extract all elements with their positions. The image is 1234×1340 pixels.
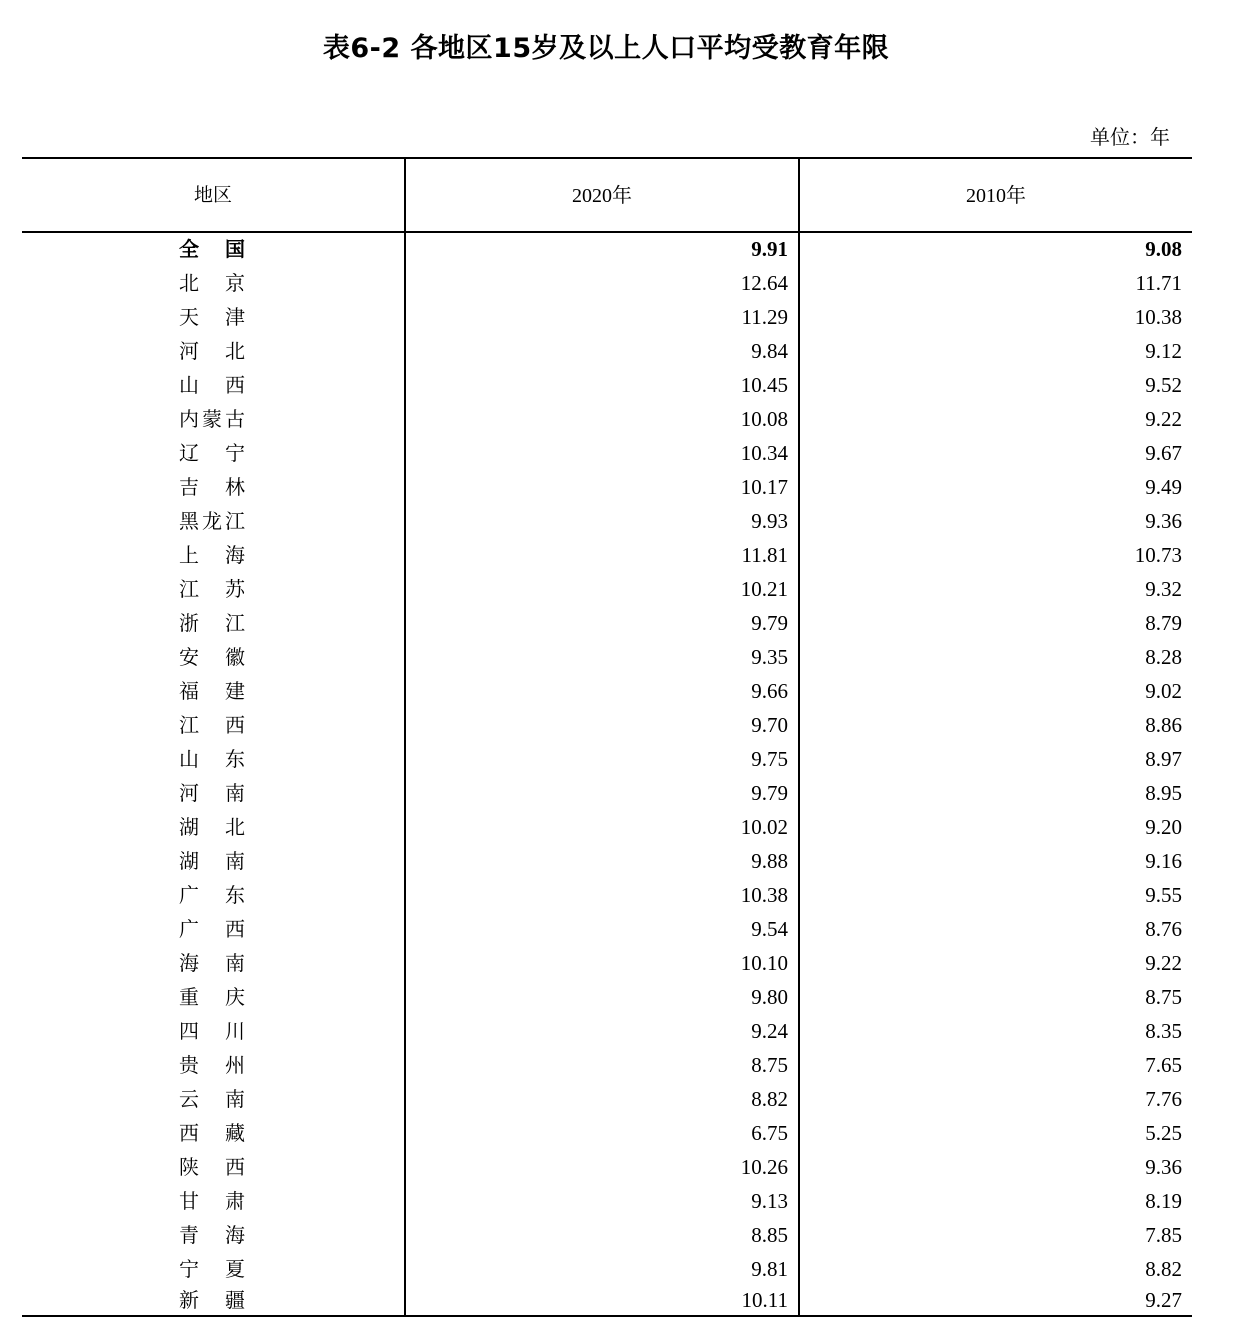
value-2010-cell: 8.95 [799,772,1192,806]
table-row [22,738,1192,772]
table-row [22,840,1192,874]
region-name: 新疆 [179,1288,245,1312]
value-2020-cell: 9.70 [405,704,799,738]
region-name: 上海 [179,543,245,567]
value-2020-cell: 11.29 [405,296,799,330]
value-2010-cell: 9.27 [799,1282,1192,1316]
region-cell [22,840,405,874]
region-name: 贵州 [179,1053,245,1077]
education-years-table [22,157,1192,1317]
region-name: 内蒙古 [179,407,245,431]
value-2020-cell: 9.84 [405,330,799,364]
region-cell [22,568,405,602]
column-header-2010: 2010年 [799,158,1192,232]
table-row [22,1248,1192,1282]
region-cell [22,398,405,432]
table-row [22,636,1192,670]
region-name: 浙江 [179,611,245,635]
value-2020-cell: 12.64 [405,262,799,296]
value-2020-cell: 10.02 [405,806,799,840]
value-2020-cell: 10.26 [405,1146,799,1180]
table-row [22,1282,1192,1316]
value-2020-cell: 9.13 [405,1180,799,1214]
value-2010-cell: 8.82 [799,1248,1192,1282]
region-cell [22,232,405,262]
value-2010-cell: 9.22 [799,398,1192,432]
region-name: 江西 [179,713,245,737]
table-row [22,670,1192,704]
value-2010-cell: 8.35 [799,1010,1192,1044]
value-2020-cell: 10.08 [405,398,799,432]
value-2020-cell: 10.38 [405,874,799,908]
value-2020-cell: 10.17 [405,466,799,500]
value-2010-cell: 9.36 [799,500,1192,534]
region-cell [22,1146,405,1180]
table-row [22,330,1192,364]
table-row [22,976,1192,1010]
region-name: 河北 [179,339,245,363]
region-cell [22,670,405,704]
value-2010-cell: 9.36 [799,1146,1192,1180]
value-2020-cell: 9.24 [405,1010,799,1044]
value-2020-cell: 9.54 [405,908,799,942]
value-2010-cell: 9.16 [799,840,1192,874]
table-row [22,432,1192,466]
region-cell [22,1248,405,1282]
region-name: 青海 [179,1223,245,1247]
value-2020-cell: 10.45 [405,364,799,398]
table-row [22,1146,1192,1180]
table-row [22,806,1192,840]
value-2010-cell: 7.76 [799,1078,1192,1112]
value-2020-cell: 10.21 [405,568,799,602]
region-cell [22,296,405,330]
value-2010-cell: 9.22 [799,942,1192,976]
value-2010-cell: 8.28 [799,636,1192,670]
value-2010-cell: 9.52 [799,364,1192,398]
region-name: 全国 [179,237,245,261]
table-row [22,568,1192,602]
region-cell [22,1214,405,1248]
region-cell [22,364,405,398]
value-2010-cell: 8.76 [799,908,1192,942]
table-row [22,296,1192,330]
value-2010-cell: 9.12 [799,330,1192,364]
value-2010-cell: 9.20 [799,806,1192,840]
region-cell [22,1180,405,1214]
region-name: 陕西 [179,1155,245,1179]
value-2010-cell: 7.85 [799,1214,1192,1248]
value-2020-cell: 11.81 [405,534,799,568]
value-2020-cell: 8.75 [405,1044,799,1078]
region-cell [22,432,405,466]
region-name: 宁夏 [179,1257,245,1281]
region-cell [22,704,405,738]
table-row [22,772,1192,806]
value-2010-cell: 9.49 [799,466,1192,500]
column-header-region: 地区 [22,158,405,232]
region-name: 重庆 [179,985,245,1009]
table-row [22,1112,1192,1146]
value-2020-cell: 9.81 [405,1248,799,1282]
region-cell [22,772,405,806]
value-2010-cell: 7.65 [799,1044,1192,1078]
region-name: 山东 [179,747,245,771]
value-2010-cell: 9.08 [799,232,1192,262]
region-cell [22,534,405,568]
region-name: 湖北 [179,815,245,839]
table-row [22,1180,1192,1214]
table-row [22,602,1192,636]
table-row [22,398,1192,432]
value-2010-cell: 11.71 [799,262,1192,296]
table-header-row [22,158,1192,232]
value-2020-cell: 10.10 [405,942,799,976]
region-cell [22,636,405,670]
region-cell [22,602,405,636]
value-2020-cell: 9.35 [405,636,799,670]
region-name: 天津 [179,305,245,329]
region-cell [22,262,405,296]
region-name: 广东 [179,883,245,907]
table-row [22,704,1192,738]
region-name: 广西 [179,917,245,941]
region-cell [22,738,405,772]
region-cell [22,908,405,942]
table-row [22,534,1192,568]
value-2010-cell: 8.86 [799,704,1192,738]
value-2020-cell: 9.93 [405,500,799,534]
table-row [22,942,1192,976]
table-row-total [22,232,1192,262]
region-name: 云南 [179,1087,245,1111]
region-name: 辽宁 [179,441,245,465]
table-row [22,908,1192,942]
table-row [22,1214,1192,1248]
region-name: 甘肃 [179,1189,245,1213]
page-title: 表6-2 各地区15岁及以上人口平均受教育年限 [322,33,890,64]
value-2020-cell: 9.80 [405,976,799,1010]
table-row [22,1010,1192,1044]
value-2010-cell: 10.73 [799,534,1192,568]
value-2010-cell: 5.25 [799,1112,1192,1146]
value-2020-cell: 10.11 [405,1282,799,1316]
value-2010-cell: 9.55 [799,874,1192,908]
column-header-2020: 2020年 [405,158,799,232]
table-row [22,1044,1192,1078]
value-2020-cell: 10.34 [405,432,799,466]
value-2020-cell: 8.82 [405,1078,799,1112]
table-row [22,500,1192,534]
region-cell [22,500,405,534]
region-name: 四川 [179,1019,245,1043]
region-cell [22,1112,405,1146]
region-cell [22,1044,405,1078]
value-2010-cell: 8.79 [799,602,1192,636]
region-name: 北京 [179,271,245,295]
value-2010-cell: 10.38 [799,296,1192,330]
region-name: 黑龙江 [179,509,245,533]
region-cell [22,330,405,364]
region-cell [22,942,405,976]
region-cell [22,1078,405,1112]
region-cell [22,1282,405,1316]
region-cell [22,874,405,908]
region-name: 山西 [179,373,245,397]
value-2010-cell: 8.19 [799,1180,1192,1214]
region-cell [22,806,405,840]
region-name: 河南 [179,781,245,805]
table-row [22,1078,1192,1112]
region-cell [22,976,405,1010]
value-2020-cell: 9.91 [405,232,799,262]
value-2010-cell: 9.67 [799,432,1192,466]
table-row [22,466,1192,500]
value-2010-cell: 9.32 [799,568,1192,602]
region-name: 湖南 [179,849,245,873]
table-body [22,232,1192,1316]
region-cell [22,1010,405,1044]
value-2020-cell: 9.79 [405,772,799,806]
region-name: 江苏 [179,577,245,601]
region-name: 安徽 [179,645,245,669]
value-2010-cell: 9.02 [799,670,1192,704]
region-name: 海南 [179,951,245,975]
value-2020-cell: 9.79 [405,602,799,636]
value-2010-cell: 8.97 [799,738,1192,772]
value-2020-cell: 9.88 [405,840,799,874]
region-name: 西藏 [179,1121,245,1145]
value-2020-cell: 6.75 [405,1112,799,1146]
value-2010-cell: 8.75 [799,976,1192,1010]
table-row [22,262,1192,296]
value-2020-cell: 9.75 [405,738,799,772]
region-cell [22,466,405,500]
region-name: 福建 [179,679,245,703]
value-2020-cell: 8.85 [405,1214,799,1248]
table-row [22,874,1192,908]
region-name: 吉林 [179,475,245,499]
unit-label: 单位：年 [1090,125,1170,149]
value-2020-cell: 9.66 [405,670,799,704]
table-row [22,364,1192,398]
